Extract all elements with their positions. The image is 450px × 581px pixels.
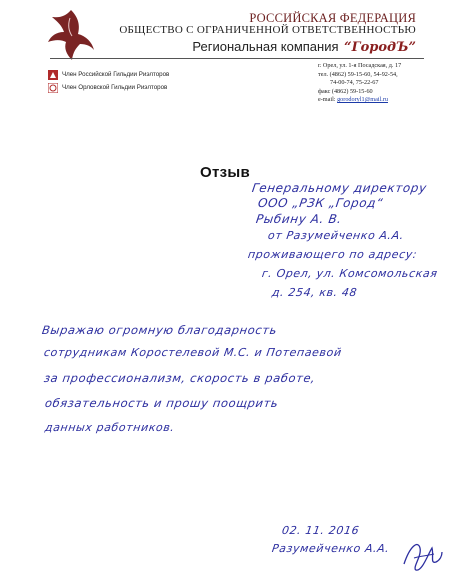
hw-sender-house: д. 254, кв. 48 <box>271 286 359 299</box>
hw-addressee-name: Рыбину А. В. <box>255 212 343 226</box>
document-title: Отзыв <box>199 164 250 181</box>
fax-line: факс (4862) 59-15-60 <box>318 87 373 95</box>
guild-membership-russian: Член Российской Гильдии Риэлторов <box>62 71 170 78</box>
russian-guild-icon <box>48 70 58 80</box>
phone-line: тел. (4862) 59-15-60, 54-92-54, <box>318 70 398 78</box>
phone-line-2: 74-00-74, 75-22-67 <box>330 79 379 87</box>
brand-name: “ГородЪ” <box>344 40 416 55</box>
header-divider <box>50 58 424 59</box>
hw-body-line: Выражаю огромную благодарность <box>41 323 279 337</box>
hw-sender-residence-label: проживающего по адресу: <box>247 248 419 261</box>
hw-signature-name: Разумейченко А.А. <box>271 542 391 555</box>
org-country-line: РОССИЙСКАЯ ФЕДЕРАЦИЯ <box>249 11 416 25</box>
hw-body-line: за профессионализм, скорость в работе, <box>43 371 317 385</box>
contact-block <box>318 62 428 105</box>
regional-prefix: Региональная компания <box>192 39 339 54</box>
hw-addressee-company: ООО „РЗК „Город“ <box>257 196 384 210</box>
address-line: г. Орел, ул. 1-я Посадская, д. 17 <box>318 62 402 69</box>
hw-sender-name: от Разумейченко А.А. <box>267 229 405 242</box>
hw-sender-street: г. Орел, ул. Комсомольская <box>261 267 439 280</box>
hw-addressee-title: Генеральному директору <box>251 181 428 195</box>
eagle-logo-icon <box>46 8 96 62</box>
email-label: e-mail: <box>318 96 336 104</box>
hw-body-line: сотрудникам Коростелевой М.С. и Потепаевой <box>43 346 343 359</box>
email-link[interactable]: gorodoryl1@mail.ru <box>337 96 388 104</box>
hw-date: 02. 11. 2016 <box>281 524 361 537</box>
email-line <box>318 96 428 105</box>
guild-membership-oryol: Член Орловской Гильдии Риэлторов <box>62 84 168 91</box>
org-regional-line <box>192 40 416 54</box>
oryol-guild-icon <box>48 83 58 93</box>
hw-body-line: обязательность и прошу поощрить <box>44 396 280 410</box>
org-type-line: ОБЩЕСТВО С ОГРАНИЧЕННОЙ ОТВЕТСТВЕННОСТЬЮ <box>119 24 416 36</box>
hw-body-line: данных работников. <box>44 421 176 434</box>
signature-flourish-icon <box>400 534 444 574</box>
